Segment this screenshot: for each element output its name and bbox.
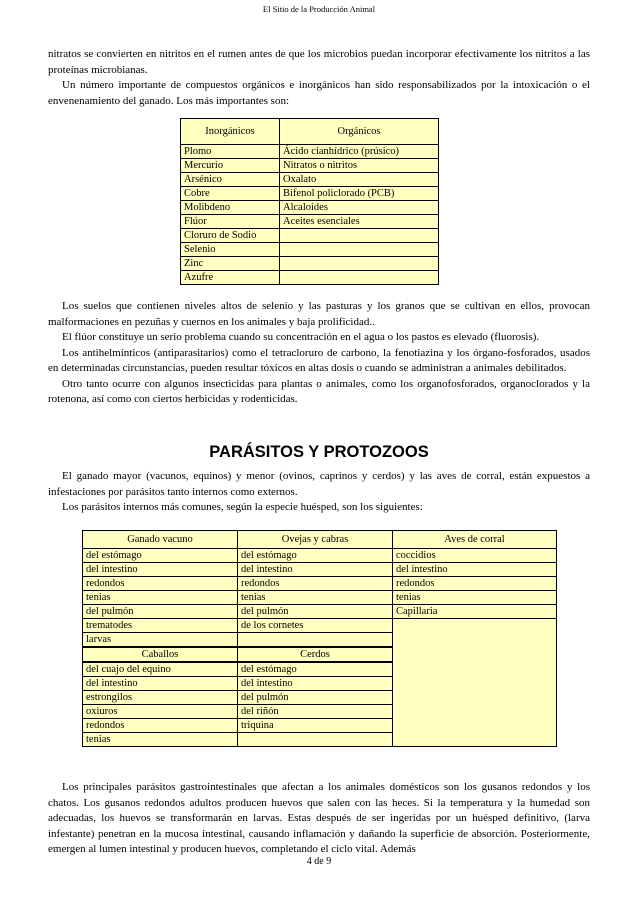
inorganic-cell: Cobre [181,187,280,201]
inorganic-cell: Molibdeno [181,201,280,215]
pigs-cell: del estómago [238,662,393,677]
toxic-compounds-table [180,118,439,285]
table-row [181,215,439,229]
table-header-sheep-goats: Ovejas y cabras [238,531,393,549]
cattle-cell: tenias [83,591,238,605]
table-row [83,549,557,563]
pigs-cell [238,733,393,747]
organic-cell: Alcaloides [280,201,439,215]
cattle-cell: trematodes [83,619,238,633]
table-header-cattle: Ganado vacuno [83,531,238,549]
table-header-organic: Orgánicos [280,119,439,145]
sheep-goats-cell: de los cornetes [238,619,393,633]
sheep-goats-cell: del pulmón [238,605,393,619]
sheep-goats-cell: del intestino [238,563,393,577]
section-title: PARÁSITOS Y PROTOZOOS [209,443,429,461]
organic-cell [280,257,439,271]
cattle-cell: del intestino [83,563,238,577]
table-row [181,201,439,215]
inorganic-cell: Plomo [181,145,280,159]
parasites-table [82,530,557,747]
subheader-horses: Caballos [83,647,238,662]
horses-cell: del cuajo del equino [83,662,238,677]
sheep-goats-cell: tenias [238,591,393,605]
horses-cell: del intestino [83,677,238,691]
paragraph-compounds: Un número importante de compuestos orgánicos e inorgánicos han sido responsabilizados por la intoxicación o el envenenamiento del ganado. Los más importantes son: [48,79,590,107]
organic-cell: Aceites esenciales [280,215,439,229]
table-row [181,159,439,173]
cattle-cell: larvas [83,633,238,648]
paragraph-gastrointestinal: Los principales parásitos gastrointestinales que afectan a los animales domésticos son los gusanos redondos y los chatos. Los gusanos redondos adultos producen huevos que salen con las heces. Si la temperatura y la humedad son adecuadas, los huevos se transformarán en larvas. Estas después de ser ingeridas por un huésped definitivo, (larva infestante) penetran en la mucosa intestinal, causando inflamación y dañando la superficie de absorción. Posteriormente, emergen al lumen intestinal y producen huevos, completando el ciclo vital. Además [48,781,590,855]
inorganic-cell: Flúor [181,215,280,229]
cattle-cell: redondos [83,577,238,591]
page-number: 4 de 9 [306,856,332,867]
paragraph-internal-parasites: Los parásitos internos más comunes, según la especie huésped, son los siguientes: [62,501,423,513]
pigs-cell: triquina [238,719,393,733]
horses-cell: oxiuros [83,705,238,719]
organic-cell: Ácido cianhídrico (prúsico) [280,145,439,159]
inorganic-cell: Mercurio [181,159,280,173]
table-row [181,243,439,257]
organic-cell [280,229,439,243]
table-row [181,187,439,201]
table-header-poultry: Aves de corral [393,531,557,549]
poultry-cell: redondos [393,577,557,591]
pigs-cell: del intestino [238,677,393,691]
paragraph-insecticides: Otro tanto ocurre con algunos insecticidas para plantas o animales, como los organofosforados, organoclorados y la rotenona, así como con ciertos herbicidas y rodenticidas. [48,377,590,405]
intro-text [48,47,590,109]
poultry-cell: Capillaria [393,605,557,619]
paragraph-antihelminthics: Los antihelmínticos (antiparasitarios) como el tetracloruro de carbono, la fenotiazina y los órgano-fosforados, usados en determinadas circunstancias, pueden resultar tóxicos en altas dosis o cuando se administran a animales debilitados. [48,346,590,374]
table-row [181,173,439,187]
sheep-goats-cell: redondos [238,577,393,591]
organic-cell [280,243,439,257]
poultry-cell: tenias [393,591,557,605]
pigs-cell: del riñón [238,705,393,719]
parasites-intro [48,469,590,516]
horses-cell: tenias [83,733,238,747]
poultry-empty-cell [393,619,557,747]
inorganic-cell: Zinc [181,257,280,271]
inorganic-cell: Cloruro de Sodio [181,229,280,243]
table-header-inorganic: Inorgánicos [181,119,280,145]
paragraph-selenium: Los suelos que contienen niveles altos de selenio y las pasturas y los granos que se cultivan en ellos, provocan malformaciones en pezuñas y cuernos en los animales y baja prolificidad.. [48,300,590,328]
horses-cell: estrongilos [83,691,238,705]
cattle-cell: del estómago [83,549,238,563]
pigs-cell: del pulmón [238,691,393,705]
page-header: El Sitio de la Producción Animal [262,4,376,14]
sheep-goats-cell: del estómago [238,549,393,563]
horses-cell: redondos [83,719,238,733]
table-row [83,577,557,591]
table-row [83,563,557,577]
organic-cell: Oxalato [280,173,439,187]
inorganic-cell: Arsénico [181,173,280,187]
paragraph-nitrates: nitratos se convierten en nitritos en el rumen antes de que los microbios puedan incorporar efectivamente los nitritos a las proteínas microbianas. [48,48,590,76]
poultry-cell: coccidios [393,549,557,563]
sheep-goats-cell [238,633,393,648]
subheader-pigs: Cerdos [238,647,393,662]
poultry-cell: del intestino [393,563,557,577]
table-row [181,229,439,243]
inorganic-cell: Azufre [181,271,280,285]
paragraph-livestock: El ganado mayor (vacunos, equinos) y menor (ovinos, caprinos y cerdos) y las aves de corral, están expuestos a infestaciones por parásitos tanto internos como externos. [48,470,590,498]
table-row [83,619,557,633]
table-row [83,591,557,605]
table-row [181,257,439,271]
toxins-text [48,299,590,408]
table-row [181,145,439,159]
paragraph-fluor: El flúor constituye un serio problema cuando su concentración en el agua o los pastos es elevado (fluorosis). [62,331,540,343]
table-row [83,605,557,619]
organic-cell: Bifenol policlorado (PCB) [280,187,439,201]
cattle-cell: del pulmón [83,605,238,619]
gastrointestinal-text [48,780,590,858]
table-row [181,271,439,285]
organic-cell [280,271,439,285]
inorganic-cell: Selenio [181,243,280,257]
organic-cell: Nitratos o nitritos [280,159,439,173]
